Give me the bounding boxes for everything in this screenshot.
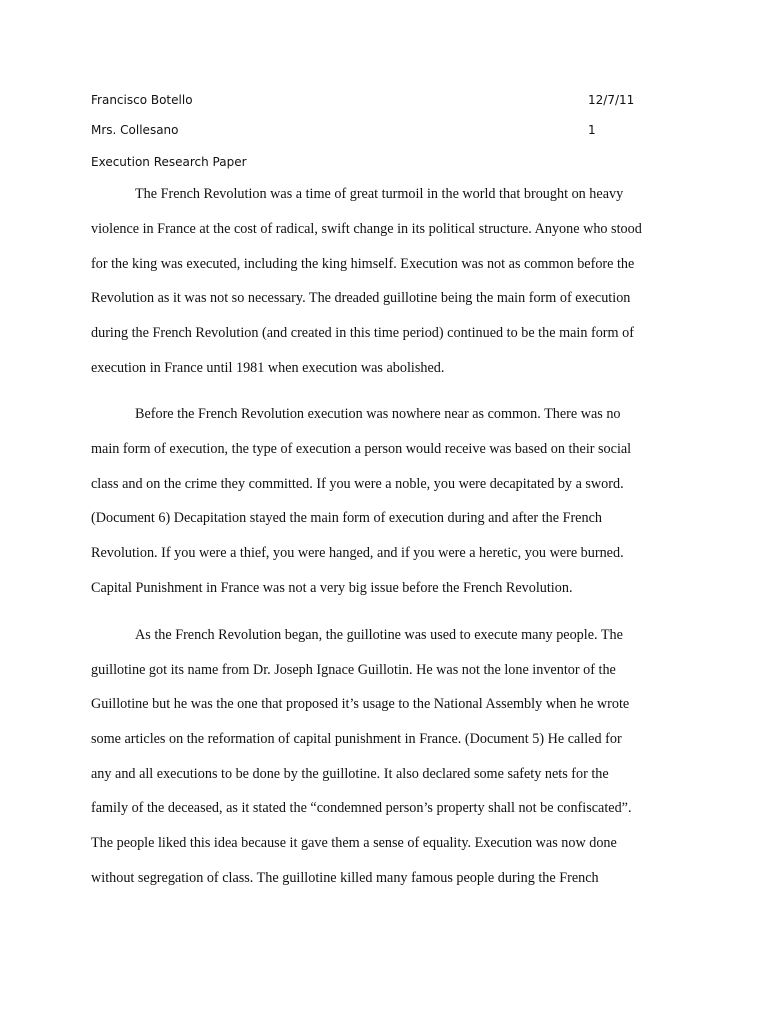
paragraph-line: any and all executions to be done by the guillotine. It also declared some safety nets for the <box>91 766 609 782</box>
paragraph-line: without segregation of class. The guillotine killed many famous people during the French <box>91 870 599 886</box>
paragraph-line: family of the deceased, as it stated the “condemned person’s property shall not be confiscated”. <box>91 800 632 816</box>
paragraph-line: class and on the crime they committed. If you were a noble, you were decapitated by a sword. <box>91 476 624 492</box>
paragraph-line: Capital Punishment in France was not a very big issue before the French Revolution. <box>91 580 573 596</box>
paragraph-line: execution in France until 1981 when execution was abolished. <box>91 360 445 376</box>
paragraph-line: The French Revolution was a time of great turmoil in the world that brought on heavy <box>135 186 624 202</box>
paragraph-line: Guillotine but he was the one that proposed it’s usage to the National Assembly when he wrote <box>91 696 630 712</box>
paragraph-line: As the French Revolution began, the guillotine was used to execute many people. The <box>135 627 623 643</box>
paragraph-line: main form of execution, the type of execution a person would receive was based on their social <box>91 441 632 457</box>
paragraph-line: (Document 6) Decapitation stayed the main form of execution during and after the French <box>91 510 602 526</box>
teacher-name: Mrs. Collesano <box>91 123 179 137</box>
paragraph-line: Revolution as it was not so necessary. The dreaded guillotine being the main form of execution <box>91 290 631 306</box>
paper-title: Execution Research Paper <box>91 155 247 169</box>
paragraph-line: Before the French Revolution execution was nowhere near as common. There was no <box>135 406 621 422</box>
paragraph-line: during the French Revolution (and created in this time period) continued to be the main form of <box>91 325 634 341</box>
paragraph-line: guillotine got its name from Dr. Joseph Ignace Guillotin. He was not the lone inventor of the <box>91 662 616 678</box>
paragraph-line: Revolution. If you were a thief, you were hanged, and if you were a heretic, you were burned. <box>91 545 624 561</box>
paragraph-line: some articles on the reformation of capital punishment in France. (Document 5) He called for <box>91 731 622 747</box>
paragraph-line: The people liked this idea because it gave them a sense of equality. Execution was now done <box>91 835 617 851</box>
paragraph-line: for the king was executed, including the king himself. Execution was not as common before the <box>91 256 635 272</box>
author-name: Francisco Botello <box>91 93 193 107</box>
page-number: 1 <box>588 123 596 137</box>
paragraph-line: violence in France at the cost of radical, swift change in its political structure. Anyone who stood <box>91 221 642 237</box>
date: 12/7/11 <box>588 93 635 107</box>
